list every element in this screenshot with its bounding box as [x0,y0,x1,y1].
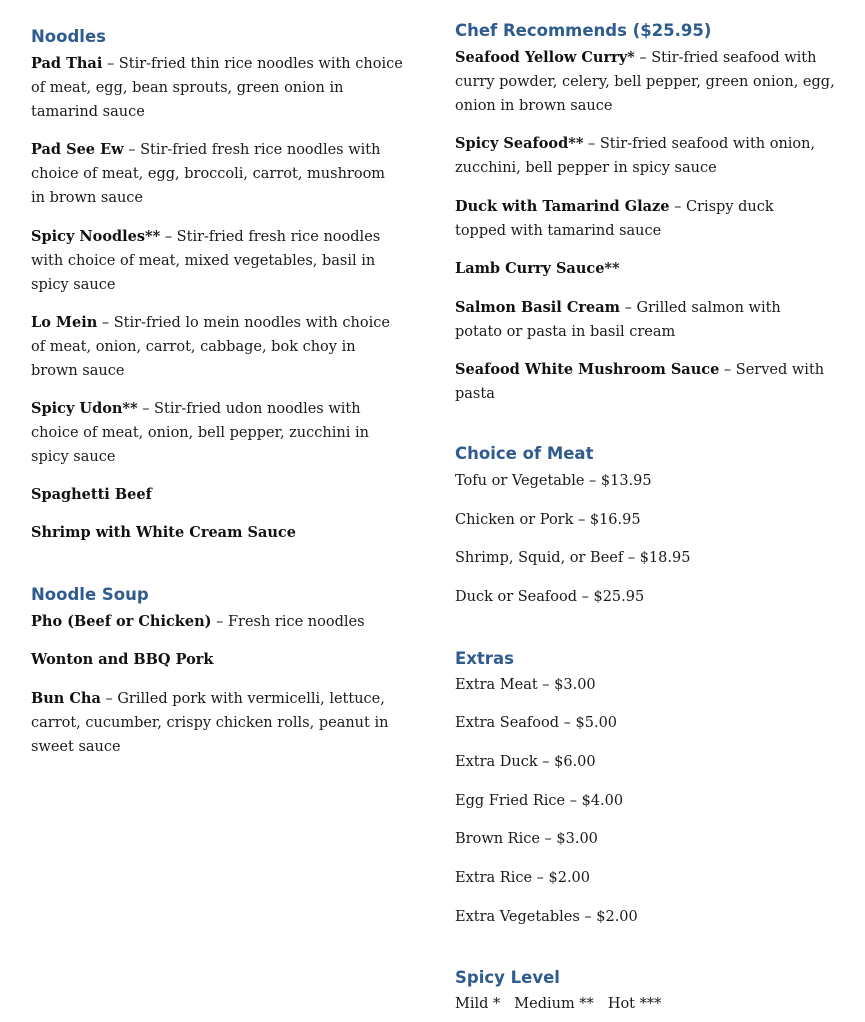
item-name: Shrimp with White Cream Sauce [31,524,296,541]
item-name: Spicy Noodles** [31,228,161,245]
item-desc: – Stir-fried seafood with onion, zucchini, bell pepper in spicy sauce [455,136,816,176]
item-name: Spaghetti Beef [31,486,152,503]
extra-price-line: Extra Vegetables – $2.00 [455,909,638,925]
extras-heading: Extras [455,649,514,668]
item-name: Pad See Ew [31,141,124,158]
item-desc: – Crispy duck topped with tamarind sauce [455,199,774,239]
item-name: Wonton and BBQ Pork [31,651,214,668]
menu-item-spaghetti-beef [31,483,403,507]
menu-item-seafood-white-mushroom [455,358,845,406]
item-desc: – Stir-fried seafood with curry powder, celery, bell pepper, green onion, egg, onion in brown sauce [455,50,835,114]
item-desc: – Served with pasta [455,362,825,402]
extra-price-line: Extra Duck – $6.00 [455,754,596,770]
spicy-level-mild: Mild * [455,996,501,1012]
menu-item-pad-thai [31,52,403,124]
extra-price-line: Brown Rice – $3.00 [455,831,598,847]
spicy-level-heading: Spicy Level [455,968,560,987]
menu-item-spicy-udon [31,397,381,469]
item-name: Pad Thai [31,55,103,72]
item-name: Spicy Udon** [31,400,138,417]
menu-item-bun-cha [31,687,403,759]
menu-item-lo-mein [31,311,403,383]
menu-item-lamb-curry [455,257,835,281]
meat-price-line: Shrimp, Squid, or Beef – $18.95 [455,550,691,566]
item-desc: – Stir-fried fresh rice noodles with choice of meat, egg, broccoli, carrot, mushroom in brown sauce [31,142,386,206]
item-name: Bun Cha [31,690,101,707]
item-name: Seafood White Mushroom Sauce [455,361,720,378]
item-name: Lamb Curry Sauce** [455,260,620,277]
item-name: Seafood Yellow Curry* [455,49,635,66]
extra-price-line: Extra Meat – $3.00 [455,677,596,693]
extra-price-line: Extra Rice – $2.00 [455,870,591,886]
menu-item-duck-tamarind [455,195,795,243]
meat-price-line: Duck or Seafood – $25.95 [455,589,645,605]
meat-price-line: Chicken or Pork – $16.95 [455,512,641,528]
menu-item-pho [31,610,403,634]
menu-item-wonton-bbq-pork [31,648,403,672]
menu-item-pad-see-ew [31,138,391,210]
noodle-soup-heading: Noodle Soup [31,585,149,604]
spicy-level-hot: Hot *** [607,996,662,1012]
item-desc: – Stir-fried thin rice noodles with choice of meat, egg, bean sprouts, green onion in tamarind sauce [31,56,403,120]
extra-price-line: Egg Fried Rice – $4.00 [455,793,624,809]
meat-price-line: Tofu or Vegetable – $13.95 [455,473,652,489]
choice-of-meat-heading: Choice of Meat [455,444,594,463]
noodles-heading: Noodles [31,27,106,46]
item-name: Duck with Tamarind Glaze [455,198,670,215]
menu-item-shrimp-white-cream [31,521,403,545]
item-name: Lo Mein [31,314,98,331]
spicy-level-legend [455,993,675,1015]
menu-item-seafood-yellow-curry [455,46,835,118]
menu-item-salmon-basil-cream [455,296,800,344]
spicy-level-medium: Medium ** [514,996,594,1012]
item-name: Spicy Seafood** [455,135,584,152]
chef-recommends-heading: Chef Recommends ($25.95) [455,21,712,40]
item-name: Pho (Beef or Chicken) [31,613,212,630]
item-name: Salmon Basil Cream [455,299,621,316]
item-desc: – Fresh rice noodles [211,614,365,630]
item-desc: – Grilled pork with vermicelli, lettuce, carrot, cucumber, crispy chicken rolls, peanut in sweet sauce [31,691,389,755]
menu-item-spicy-noodles [31,225,391,297]
item-desc: – Stir-fried udon noodles with choice of meat, onion, bell pepper, zucchini in spicy sauce [31,401,369,465]
item-desc: – Stir-fried fresh rice noodles with choice of meat, mixed vegetables, basil in spicy sauce [31,229,381,293]
extra-price-line: Extra Seafood – $5.00 [455,715,618,731]
item-desc: – Grilled salmon with potato or pasta in basil cream [455,300,781,340]
item-desc: – Stir-fried lo mein noodles with choice of meat, onion, carrot, cabbage, bok choy in brown sauce [31,315,390,379]
menu-item-spicy-seafood [455,132,835,180]
